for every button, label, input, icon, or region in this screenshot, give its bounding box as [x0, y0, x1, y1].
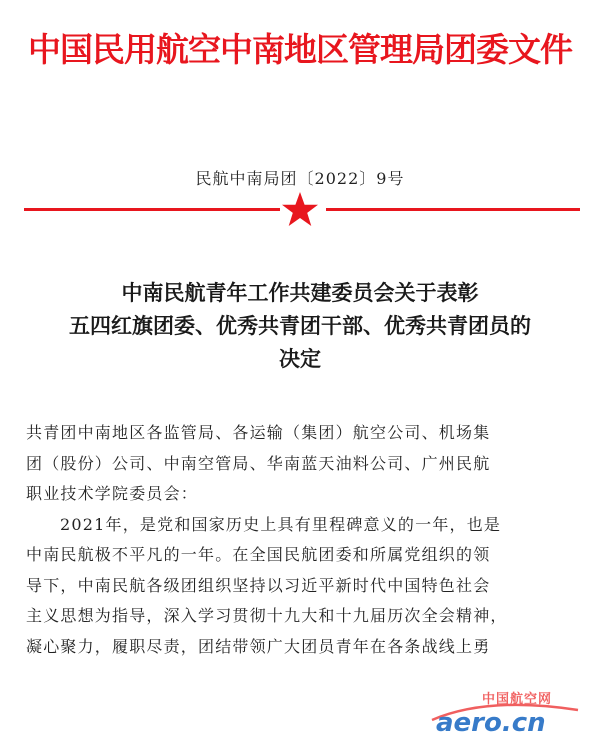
paragraph-line: 导下，中南民航各级团组织坚持以习近平新时代中国特色社会 [26, 575, 491, 595]
decision-title-line: 决定 [279, 346, 321, 371]
aero-cn-watermark [428, 688, 588, 734]
paragraph-line: 中南民航极不平凡的一年。在全国民航团委和所属党组织的领 [26, 545, 491, 564]
decision-title-line: 中南民航青年工作共建委员会关于表彰 [121, 280, 479, 305]
red-rule-right [326, 208, 580, 211]
addressee-line: 团（股份）公司、中南空管局、华南蓝天油料公司、广州民航 [26, 453, 491, 473]
paragraph-line: 2021年，是党和国家历史上具有里程碑意义的一年，也是 [60, 514, 502, 534]
document-number: 民航中南局团〔2022〕9号 [195, 169, 405, 188]
decision-title [0, 276, 600, 375]
svg-text:aero.cn: aero.cn [436, 708, 546, 734]
org-header-title: 中国民用航空中南地区管理局团委文件 [28, 30, 572, 69]
aero-cn-logo-icon [428, 700, 588, 734]
addressee-line: 职业技术学院委员会： [26, 484, 199, 503]
paragraph-line: 主义思想为指导，深入学习贯彻十九大和十九届历次全会精神， [26, 606, 508, 625]
addressee-line: 共青团中南地区各监管局、各运输（集团）航空公司、机场集 [26, 423, 491, 442]
decision-title-line: 五四红旗团委、优秀共青团干部、优秀共青团员的 [69, 313, 531, 338]
body-text [26, 418, 578, 662]
watermark-cn-text: 中国航空网 [481, 692, 552, 707]
red-star-icon [281, 191, 319, 229]
red-rule-left [24, 208, 280, 211]
paragraph-line: 凝心聚力，履职尽责，团结带领广大团员青年在各条战线上勇 [26, 636, 491, 656]
